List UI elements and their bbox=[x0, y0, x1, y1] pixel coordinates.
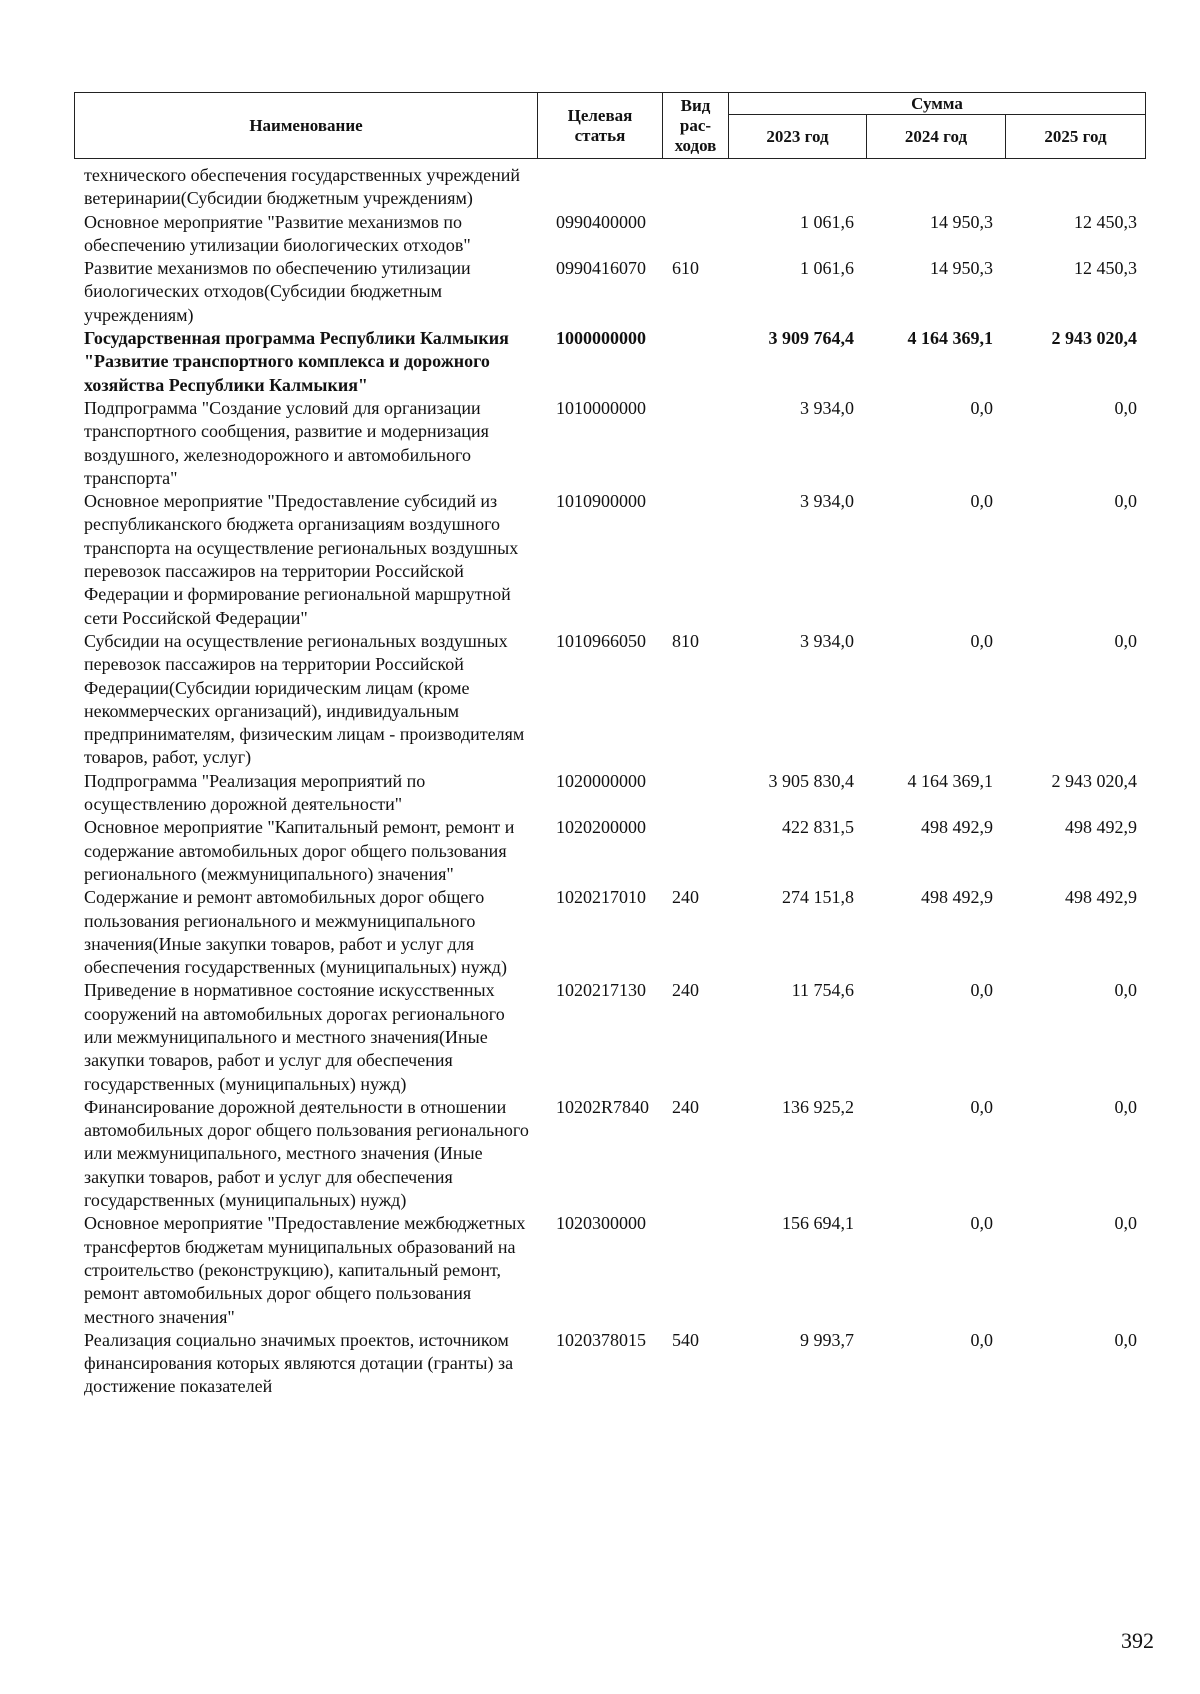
table-row bbox=[74, 630, 1145, 770]
cell-sum-2024: 0,0 bbox=[970, 491, 993, 512]
cell-sum-2024: 0,0 bbox=[970, 1096, 993, 1117]
table-row bbox=[74, 816, 1145, 886]
table-row bbox=[74, 397, 1145, 490]
cell-sum-2024: 14 950,3 bbox=[930, 258, 993, 279]
cell-name: Содержание и ремонт автомобильных дорог общего пользования регионального и межмуниципального значения(Иные закупки товаров, работ и услуг для обеспечения государственных (муниципальных) нужд) bbox=[84, 887, 507, 978]
cell-sum-2025: 0,0 bbox=[1114, 630, 1137, 651]
cell-sum-2024: 0,0 bbox=[970, 1213, 993, 1234]
cell-name: Подпрограмма "Создание условий для организации транспортного сообщения, развитие и модернизация воздушного, железнодорожного и автомобильного транспорта" bbox=[84, 397, 489, 488]
cell-sum-2024: 498 492,9 bbox=[921, 817, 993, 838]
cell-sum-2024: 0,0 bbox=[970, 980, 993, 1001]
cell-sum-2023: 274 151,8 bbox=[782, 887, 854, 908]
cell-expense-type: 240 bbox=[672, 980, 699, 1001]
cell-target-code bbox=[537, 164, 662, 211]
cell-target-code: 1020200000 bbox=[556, 817, 646, 838]
cell-target-code: 1000000000 bbox=[556, 328, 646, 349]
cell-expense-type: 610 bbox=[672, 258, 699, 279]
table-header bbox=[74, 92, 1146, 159]
cell-sum-2025: 2 943 020,4 bbox=[1051, 770, 1137, 791]
cell-target-code: 0990416070 bbox=[556, 258, 646, 279]
cell-name: Основное мероприятие "Предоставление субсидий из республиканского бюджета организациям воздушного транспорта на осуществление региональных воздушных перевозок пассажиров на территории Российской Федерации и формирование региональной маршрутной сети Российской Федерации" bbox=[84, 491, 519, 628]
cell-sum-2023: 156 694,1 bbox=[782, 1213, 854, 1234]
column-header-name: Наименование bbox=[75, 93, 538, 159]
cell-expense-type: 810 bbox=[672, 630, 699, 651]
cell-sum-2024: 14 950,3 bbox=[930, 211, 993, 232]
column-header-2025: 2025 год bbox=[1006, 115, 1146, 159]
cell-expense-type: 540 bbox=[672, 1329, 699, 1350]
cell-sum-2023: 422 831,5 bbox=[782, 817, 854, 838]
cell-target-code: 1020000000 bbox=[556, 770, 646, 791]
cell-sum-2024: 0,0 bbox=[970, 397, 993, 418]
cell-sum-2025: 12 450,3 bbox=[1074, 258, 1137, 279]
cell-sum-2025: 0,0 bbox=[1114, 491, 1137, 512]
cell-expense-type bbox=[662, 211, 728, 258]
cell-name: Субсидии на осуществление региональных воздушных перевозок пассажиров на территории Российской Федерации(Субсидии юридическим лицам (кроме некоммерческих организаций), индивидуальным предпринимателям, физическим лицам - производителям товаров, работ, услуг) bbox=[84, 630, 525, 768]
column-header-2024: 2024 год bbox=[867, 115, 1006, 159]
cell-name: Подпрограмма "Реализация мероприятий по осуществлению дорожной деятельности" bbox=[84, 770, 426, 815]
column-header-2023: 2023 год bbox=[729, 115, 867, 159]
cell-target-code: 1020217130 bbox=[556, 980, 646, 1001]
cell-name: Основное мероприятие "Предоставление межбюджетных трансфертов бюджетам муниципальных образований на строительство (реконструкцию), капитальный ремонт, ремонт автомобильных дорог общего пользования местного значения" bbox=[84, 1213, 526, 1327]
table-row bbox=[74, 770, 1145, 817]
cell-target-code: 1010900000 bbox=[556, 491, 646, 512]
cell-sum-2025: 2 943 020,4 bbox=[1051, 328, 1137, 349]
cell-target-code: 1020300000 bbox=[556, 1213, 646, 1234]
cell-expense-type bbox=[662, 1212, 728, 1328]
cell-sum-2025: 0,0 bbox=[1114, 980, 1137, 1001]
cell-name: Развитие механизмов по обеспечению утилизации биологических отходов(Субсидии бюджетным учреждениям) bbox=[84, 258, 471, 325]
table-body bbox=[74, 164, 1145, 1399]
cell-name: технического обеспечения государственных учреждений ветеринарии(Субсидии бюджетным учреждениям) bbox=[84, 165, 521, 209]
page-number: 392 bbox=[1121, 1628, 1154, 1653]
cell-sum-2025: 498 492,9 bbox=[1065, 887, 1137, 908]
cell-sum-2025: 0,0 bbox=[1114, 397, 1137, 418]
cell-target-code: 1010000000 bbox=[556, 397, 646, 418]
cell-target-code: 1020217010 bbox=[556, 887, 646, 908]
cell-sum-2023: 9 993,7 bbox=[800, 1329, 854, 1350]
cell-sum-2024: 4 164 369,1 bbox=[907, 770, 993, 791]
column-header-sum: Сумма bbox=[729, 93, 1146, 115]
cell-expense-type bbox=[662, 490, 728, 630]
cell-expense-type bbox=[662, 397, 728, 490]
cell-sum-2024: 0,0 bbox=[970, 1329, 993, 1350]
cell-name: Финансирование дорожной деятельности в отношении автомобильных дорог общего пользования регионального или межмуниципального, местного значения (Иные закупки товаров, работ и услуг для обеспечения государственных (муниципальных) нужд) bbox=[84, 1096, 529, 1211]
cell-sum-2025: 0,0 bbox=[1114, 1329, 1137, 1350]
cell-sum-2024 bbox=[866, 164, 1005, 211]
table-row bbox=[74, 1212, 1145, 1328]
cell-sum-2025: 0,0 bbox=[1114, 1213, 1137, 1234]
cell-name: Основное мероприятие "Развитие механизмов по обеспечению утилизации биологических отходов" bbox=[84, 211, 471, 255]
column-header-code: Целевая статья bbox=[538, 93, 663, 159]
cell-sum-2024: 498 492,9 bbox=[921, 887, 993, 908]
table-row bbox=[74, 257, 1145, 327]
cell-name: Приведение в нормативное состояние искусственных сооружений на автомобильных дорогах регионального или межмуниципального и местного значения(Иные закупки товаров, работ и услуг для обеспечения государственных (муниципальных) нужд) bbox=[84, 980, 505, 1094]
cell-name: Реализация социально значимых проектов, источником финансирования которых являются дотации (гранты) за достижение показателей bbox=[84, 1329, 514, 1397]
table-row bbox=[74, 211, 1145, 258]
cell-sum-2025 bbox=[1005, 164, 1145, 211]
cell-name: Основное мероприятие "Капитальный ремонт, ремонт и содержание автомобильных дорог общего пользования регионального (межмуниципального) значения" bbox=[84, 817, 515, 884]
cell-sum-2023: 3 934,0 bbox=[800, 491, 854, 512]
cell-sum-2025: 498 492,9 bbox=[1065, 817, 1137, 838]
table-row bbox=[74, 490, 1145, 630]
cell-sum-2025: 12 450,3 bbox=[1074, 211, 1137, 232]
table-row bbox=[74, 327, 1145, 397]
cell-sum-2023: 1 061,6 bbox=[800, 258, 854, 279]
table-row bbox=[74, 164, 1145, 211]
cell-expense-type: 240 bbox=[672, 887, 699, 908]
cell-name: Государственная программа Республики Калмыкия "Развитие транспортного комплекса и дорожного хозяйства Республики Калмыкия" bbox=[84, 328, 509, 395]
cell-expense-type bbox=[662, 164, 728, 211]
column-header-type: Вид рас-ходов bbox=[663, 93, 729, 159]
cell-target-code: 1010966050 bbox=[556, 630, 646, 651]
cell-sum-2023: 3 934,0 bbox=[800, 630, 854, 651]
cell-target-code: 0990400000 bbox=[556, 211, 646, 232]
cell-expense-type: 240 bbox=[672, 1096, 699, 1117]
cell-sum-2023 bbox=[728, 164, 866, 211]
table-row bbox=[74, 1329, 1145, 1399]
cell-sum-2024: 0,0 bbox=[970, 630, 993, 651]
table-row bbox=[74, 886, 1145, 979]
cell-expense-type bbox=[662, 770, 728, 817]
cell-sum-2023: 136 925,2 bbox=[782, 1096, 854, 1117]
cell-sum-2023: 3 934,0 bbox=[800, 397, 854, 418]
table-row bbox=[74, 1096, 1145, 1212]
cell-expense-type bbox=[662, 816, 728, 886]
cell-sum-2023: 3 905 830,4 bbox=[768, 770, 854, 791]
cell-target-code: 10202R7840 bbox=[556, 1096, 650, 1117]
cell-sum-2025: 0,0 bbox=[1114, 1096, 1137, 1117]
cell-target-code: 1020378015 bbox=[556, 1329, 646, 1350]
budget-table bbox=[74, 164, 1145, 1399]
table-row bbox=[74, 979, 1145, 1095]
cell-sum-2023: 3 909 764,4 bbox=[768, 328, 854, 349]
cell-expense-type bbox=[662, 327, 728, 397]
cell-sum-2023: 11 754,6 bbox=[791, 980, 854, 1001]
cell-sum-2023: 1 061,6 bbox=[800, 211, 854, 232]
cell-sum-2024: 4 164 369,1 bbox=[907, 328, 993, 349]
